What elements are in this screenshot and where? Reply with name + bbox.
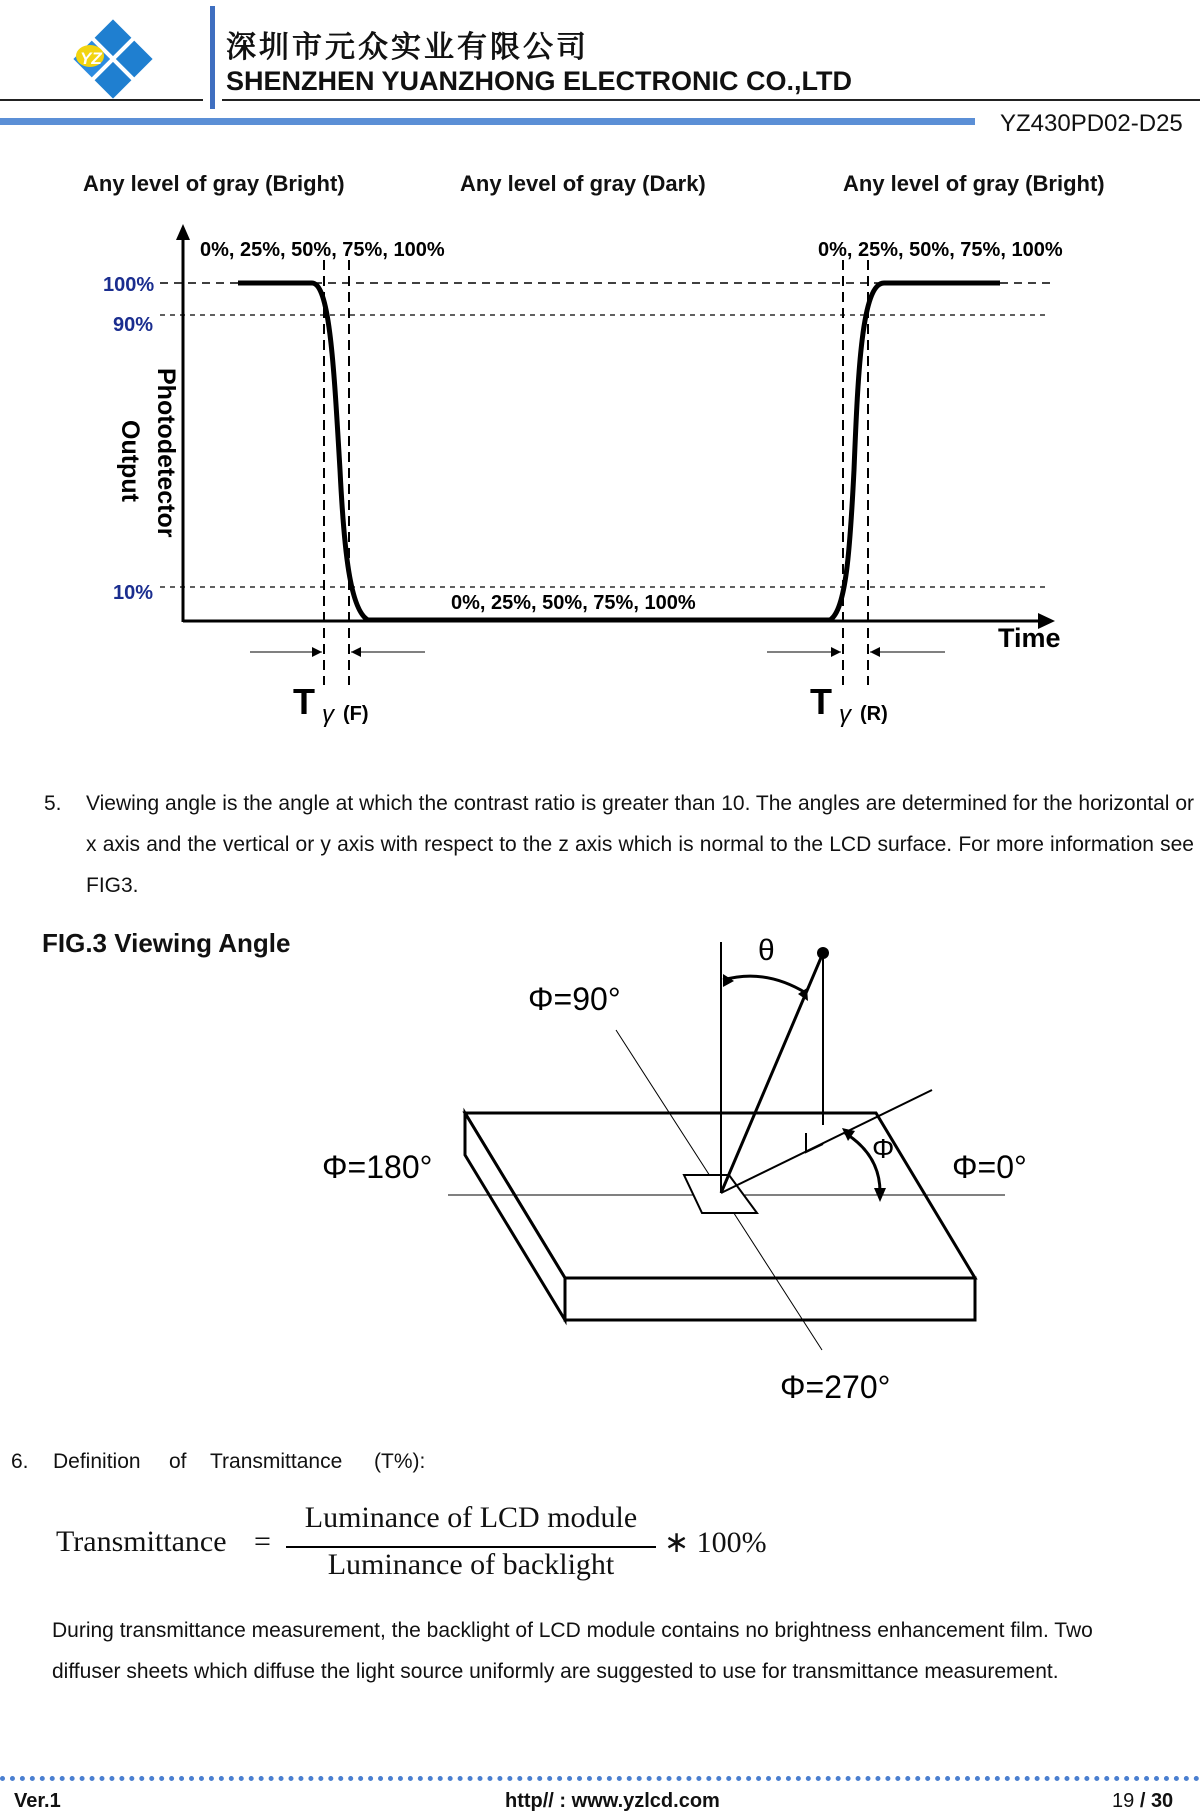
tf-label: T xyxy=(293,681,315,722)
header-band xyxy=(0,118,975,125)
transmittance-note: During transmittance measurement, the backlight of LCD module contains no brightness enhancement film. Two diffuser sheets which diffuse the light source uniformly are suggested to use for transmittance measurement. xyxy=(52,1619,1093,1683)
svg-text:YZ: YZ xyxy=(80,49,102,68)
phi-label: Φ xyxy=(872,1133,895,1164)
header-divider xyxy=(210,6,215,109)
top-label-bright-right: Any level of gray (Bright) xyxy=(843,171,1105,196)
tf-label-gamma: γ xyxy=(322,701,334,728)
item6-word-t-percent: (T%): xyxy=(374,1450,426,1473)
x-axis-label: Time xyxy=(998,623,1061,653)
phi-0-label: Φ=0° xyxy=(952,1149,1027,1185)
footer-rule xyxy=(0,1776,1200,1781)
phi-270-label: Φ=270° xyxy=(780,1369,891,1405)
header-rule xyxy=(222,99,1200,101)
phi-180-label: Φ=180° xyxy=(322,1149,433,1185)
header-rule xyxy=(0,99,203,101)
top-label-dark: Any level of gray (Dark) xyxy=(460,171,706,196)
page-number xyxy=(1112,1790,1173,1813)
levels-bottom: 0%, 25%, 50%, 75%, 100% xyxy=(451,592,696,614)
y-tick-10: 10% xyxy=(113,582,154,604)
company-logo xyxy=(62,14,164,104)
response-curve xyxy=(238,283,1000,620)
item6-word-transmittance: Transmittance xyxy=(210,1450,343,1473)
levels-right: 0%, 25%, 50%, 75%, 100% xyxy=(818,239,1063,261)
formula-lhs: Transmittance xyxy=(56,1525,227,1558)
tf-label-suffix: (F) xyxy=(343,703,369,725)
tr-label: T xyxy=(810,681,832,722)
company-name-chinese: 深圳市元众实业有限公司 xyxy=(226,30,589,65)
y-axis-label-line1: Photodetector xyxy=(152,368,180,538)
formula-multiplier: ∗ 100% xyxy=(664,1526,767,1559)
formula-numerator: Luminance of LCD module xyxy=(304,1501,638,1534)
phi-90-label: Φ=90° xyxy=(528,981,621,1017)
item5-number: 5. xyxy=(44,792,62,815)
theta-label: θ xyxy=(758,934,775,967)
formula-denominator: Luminance of backlight xyxy=(327,1548,615,1581)
y-tick-90: 90% xyxy=(113,314,154,336)
levels-left: 0%, 25%, 50%, 75%, 100% xyxy=(200,239,445,261)
viewing-angle-diagram xyxy=(0,930,1200,1410)
page-separator: / xyxy=(1139,1790,1146,1812)
y-tick-100: 100% xyxy=(103,274,155,296)
item5-text: Viewing angle is the angle at which the contrast ratio is greater than 10. The angles are determined for the horizontal or x axis and the vertical or y axis with respect to the z axis which is normal to the LCD surface. For more information see FIG3. xyxy=(86,792,1194,897)
item6-number: 6. xyxy=(11,1450,29,1473)
page-current: 19 xyxy=(1112,1790,1135,1812)
item6-word-of: of xyxy=(169,1450,187,1473)
top-label-bright-left: Any level of gray (Bright) xyxy=(83,171,345,196)
document-number: YZ430PD02-D25 xyxy=(1000,110,1183,137)
tr-label-gamma: γ xyxy=(839,701,851,728)
fig3-title: FIG.3 Viewing Angle xyxy=(42,928,291,958)
page-total: 30 xyxy=(1150,1790,1174,1812)
response-time-chart xyxy=(0,220,1200,740)
item6-word-definition: Definition xyxy=(53,1450,141,1473)
footer-version: Ver.1 xyxy=(14,1790,61,1812)
tr-label-suffix: (R) xyxy=(860,703,888,725)
footer-website-link[interactable]: http// : www.yzlcd.com xyxy=(505,1790,720,1812)
y-axis-label-line2: Output xyxy=(116,420,144,502)
company-name-english: SHENZHEN YUANZHONG ELECTRONIC CO.,LTD xyxy=(226,66,853,96)
formula-equals: = xyxy=(254,1525,271,1558)
